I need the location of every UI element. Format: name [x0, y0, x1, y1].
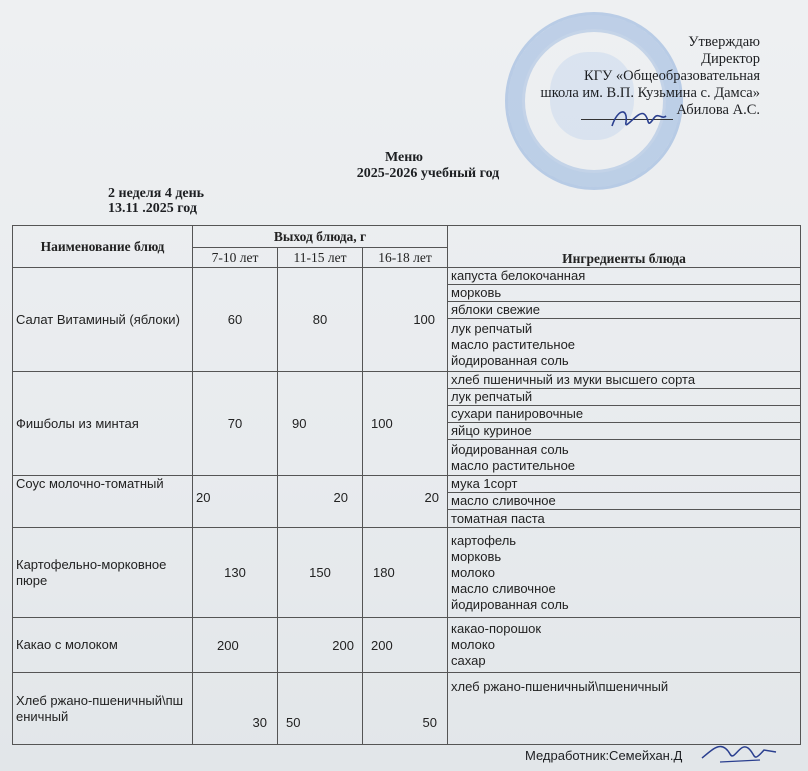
menu-title	[0, 150, 808, 182]
title-line-1: Меню	[384, 150, 423, 165]
yield-7-10: 70	[193, 372, 278, 476]
medical-worker-signature	[700, 738, 780, 768]
ingredient: томатная паста	[448, 510, 801, 528]
ingredient: масло сливочное	[448, 493, 801, 510]
header-dish: Наименование блюд	[13, 226, 193, 268]
ingredient: лук репчатый масло растительное йодированная соль	[448, 319, 801, 372]
yield-16-18: 50	[363, 673, 448, 745]
approval-line-1: Утверждаю	[688, 34, 760, 50]
week-line-2: 13.11 .2025 год	[108, 201, 197, 216]
header-age-16-18: 16-18 лет	[363, 248, 448, 268]
header-age-11-15: 11-15 лет	[278, 248, 363, 268]
yield-16-18: 100	[363, 372, 448, 476]
yield-11-15: 150	[278, 528, 363, 618]
yield-11-15: 90	[278, 372, 363, 476]
yield-7-10: 20	[193, 476, 278, 528]
ingredient: йодированная соль масло растительное	[448, 440, 801, 476]
yield-7-10: 130	[193, 528, 278, 618]
yield-16-18: 20	[363, 476, 448, 528]
ingredient: хлеб пшеничный из муки высшего сорта	[448, 372, 801, 389]
director-name: Абилова А.С.	[676, 102, 760, 118]
ingredient: яблоки свежие	[448, 302, 801, 319]
yield-16-18: 200	[363, 618, 448, 673]
footer-signer: Медработник:Семейхан.Д	[525, 748, 683, 763]
week-info	[108, 186, 204, 216]
dish-name: Картофельно-морковное пюре	[13, 528, 193, 618]
yield-7-10: 200	[193, 618, 278, 673]
approval-line-3: КГУ «Общеобразовательная	[583, 68, 760, 84]
dish-name: Хлеб ржано-пшеничный\пшеничный	[13, 673, 193, 745]
yield-11-15: 50	[278, 673, 363, 745]
approval-line-2: Директор	[701, 51, 760, 67]
dish-name: Какао с молоком	[13, 618, 193, 673]
approval-line-4: школа им. В.П. Кузьмина с. Дамса»	[540, 85, 760, 101]
yield-7-10: 60	[193, 268, 278, 372]
title-line-2: 2025-2026 учебный год	[356, 166, 500, 181]
ingredient: морковь	[448, 285, 801, 302]
header-ingredients: Ингредиенты блюда	[448, 226, 801, 268]
menu-table	[12, 225, 801, 745]
ingredient-list: какао-порошок молоко сахар	[448, 618, 801, 673]
ingredient-list: хлеб ржано-пшеничный\пшеничный	[448, 673, 801, 745]
yield-16-18: 100	[363, 268, 448, 372]
ingredient: сухари панировочные	[448, 406, 801, 423]
dish-name: Салат Витаминый (яблоки)	[13, 268, 193, 372]
director-signature	[608, 104, 668, 134]
week-line-1: 2 неделя 4 день	[108, 186, 205, 201]
dish-name: Фишболы из минтая	[13, 372, 193, 476]
header-age-7-10: 7-10 лет	[193, 248, 278, 268]
yield-16-18: 180	[363, 528, 448, 618]
ingredient: лук репчатый	[448, 389, 801, 406]
yield-11-15: 80	[278, 268, 363, 372]
ingredient: мука 1сорт	[448, 476, 801, 493]
yield-11-15: 20	[278, 476, 363, 528]
ingredient: капуста белокочанная	[448, 268, 801, 285]
ingredient: яйцо куриное	[448, 423, 801, 440]
header-yield: Выход блюда, г	[193, 226, 448, 248]
yield-11-15: 200	[278, 618, 363, 673]
yield-7-10: 30	[193, 673, 278, 745]
dish-name: Соус молочно-томатный	[13, 476, 193, 528]
ingredient-list: картофель морковь молоко масло сливочное йодированная соль	[448, 528, 801, 618]
